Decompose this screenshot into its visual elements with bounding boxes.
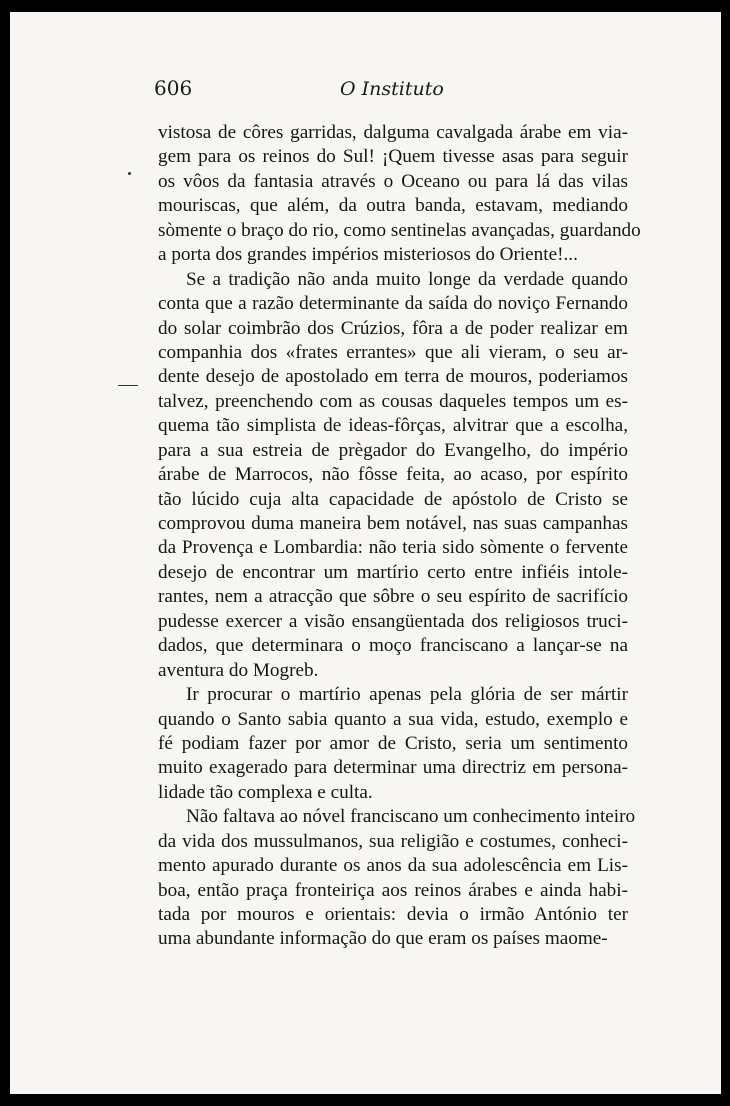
text-line: do solar coimbrão dos Crúzios, fôra a de poder realizar em	[158, 317, 628, 339]
text-line: para a sua estreia de prègador do Evangelho, do império	[158, 439, 628, 461]
text-line: comprovou duma maneira bem notável, nas suas campanhas	[158, 513, 628, 534]
text-line: conta que a razão determinante da saída do noviço Fernando	[158, 293, 628, 315]
text-line: sòmente o braço do rio, como sentinelas avançadas, guardando	[158, 219, 641, 241]
text-line: uma abundante informação do que eram os países maome-	[158, 928, 608, 950]
text-line: talvez, preenchendo com as cousas daqueles tempos um es-	[158, 390, 628, 412]
text-line: gem para os reinos do Sul! ¡Quem tivesse asas para seguir	[158, 146, 628, 168]
text-line: árabe de Marrocos, não fôsse feita, ao acaso, por espírito	[158, 464, 628, 486]
text-line: da vida dos mussulmanos, sua religião e costumes, conheci-	[158, 830, 628, 852]
text-line: tada por mouros e orientais: devia o irmão António ter	[158, 904, 628, 925]
paragraph	[158, 805, 636, 952]
paragraph	[158, 121, 641, 268]
body-text	[158, 121, 641, 952]
paragraph	[158, 683, 628, 805]
text-line: quando o Santo sabia quanto a sua vida, estudo, exemplo e	[158, 708, 628, 730]
text-line: fé podiam fazer por amor de Cristo, seria um sentimento	[158, 732, 628, 754]
text-line: boa, então praça fronteiriça aos reinos árabes e ainda habi-	[158, 879, 628, 901]
text-line: Ir procurar o martírio apenas pela glória de ser mártir	[186, 684, 628, 706]
margin-dot-mark	[128, 172, 131, 175]
paragraph	[158, 268, 628, 683]
running-title: O Instituto	[340, 78, 444, 100]
text-line: desejo de encontrar um martírio certo entre infiéis intole-	[158, 561, 628, 583]
text-line: da Provença e Lombardia: não teria sido sòmente o fervente	[158, 537, 628, 559]
text-line: companhia dos «frates errantes» que ali vieram, o seu ar-	[158, 341, 628, 363]
text-line: Se a tradição não anda muito longe da verdade quando	[186, 268, 628, 290]
text-line: quema tão simplista de ideas-fôrças, alvitrar que a escolha,	[158, 415, 628, 437]
text-line: pudesse exercer a visão ensangüentada dos religiosos truci-	[158, 610, 628, 632]
text-line: mouriscas, que além, da outra banda, estavam, mediando	[158, 195, 628, 217]
text-line: a porta dos grandes impérios misteriosos do Oriente!...	[158, 244, 578, 266]
text-line: aventura do Mogreb.	[158, 659, 319, 681]
text-line: vistosa de côres garridas, dalguma cavalgada árabe em via-	[158, 122, 628, 143]
text-line: Não faltava ao nóvel franciscano um conhecimento inteiro	[186, 806, 636, 828]
page-header	[10, 76, 721, 106]
text-line: rantes, nem a atracção que sôbre o seu espírito de sacrifício	[158, 586, 628, 608]
text-line: tão lúcido cuja alta capacidade de apóstolo de Cristo se	[158, 488, 628, 510]
text-line: muito exagerado para determinar uma directriz em persona-	[158, 757, 628, 779]
book-page	[10, 12, 721, 1094]
margin-dash-mark	[118, 385, 138, 386]
page-number: 606	[154, 76, 193, 100]
text-line: dados, que determinara o moço franciscano a lançar-se na	[158, 635, 628, 657]
text-line: mento apurado durante os anos da sua adolescência em Lis-	[158, 855, 628, 877]
text-line: dente desejo de apostolado em terra de mouros, poderiamos	[158, 366, 628, 388]
text-line: os vôos da fantasia através o Oceano ou para lá das vilas	[158, 170, 628, 192]
text-line: lidade tão complexa e culta.	[158, 781, 373, 803]
